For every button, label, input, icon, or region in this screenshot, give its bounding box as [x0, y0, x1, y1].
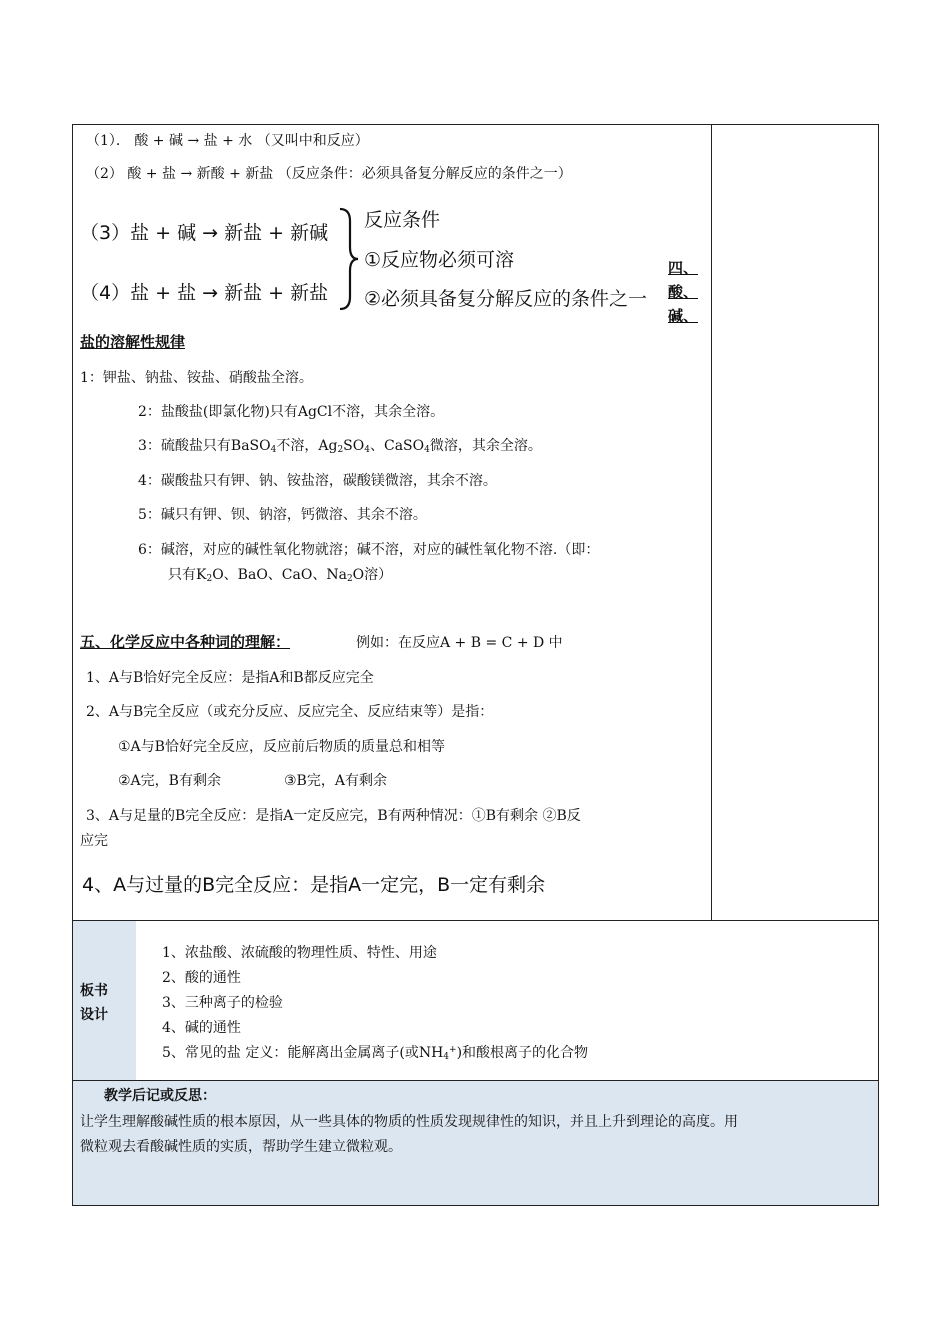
reflection-title: 教学后记或反思： — [104, 1088, 216, 1104]
board-item-4: 4、碱的通性 — [162, 1020, 241, 1036]
section5-example: 例如：在反应A + B = C + D 中 — [356, 635, 563, 651]
curly-brace-icon — [336, 207, 362, 311]
section5-item-3-cont: 应完 — [80, 833, 108, 849]
side-heading-3: 碱、 — [668, 307, 699, 325]
table-right-border — [878, 124, 879, 1206]
condition-title: 反应条件 — [364, 209, 441, 231]
table-top-border — [72, 124, 879, 125]
side-heading-1: 四、 — [668, 259, 699, 277]
table-bottom-border — [72, 1205, 879, 1206]
solubility-rule-6: 6：碱溶，对应的碱性氧化物就溶；碱不溶，对应的碱性氧化物不溶.（即： — [138, 542, 600, 558]
board-label-1: 板书 — [80, 983, 108, 999]
board-item-1: 1、浓盐酸、浓硫酸的物理性质、特性、用途 — [162, 945, 437, 961]
condition-2: ②必须具备复分解反应的条件之一 — [364, 288, 648, 310]
section5-item-3: 3、A与足量的B完全反应：是指A一定反应完，B有两种情况：①B有剩余 ②B反 — [86, 808, 581, 824]
solubility-title: 盐的溶解性规律 — [80, 333, 186, 351]
section5-item-2: 2、A与B完全反应（或充分反应、反应完全、反应结束等）是指： — [86, 704, 494, 720]
section5-item-4: 4、A与过量的B完全反应：是指A一定完，B一定有剩余 — [82, 874, 546, 896]
board-item-5: 5、常见的盐 定义：能解离出金属离子(或$NH_4^+$)和酸根离子的化合物 — [162, 1045, 589, 1062]
right-column-divider — [711, 124, 712, 920]
solubility-rule-5: 5：碱只有钾、钡、钠溶，钙微溶、其余不溶。 — [138, 507, 427, 523]
solubility-rule-6-cont: 只有$K_2O$、BaO、CaO、$Na_2O$溶） — [168, 567, 393, 584]
solubility-rule-4: 4：碳酸盐只有钾、钠、铵盐溶，碳酸镁微溶，其余不溶。 — [138, 473, 497, 489]
solubility-rule-1: 1：钾盐、钠盐、铵盐、硝酸盐全溶。 — [80, 370, 313, 386]
board-item-2: 2、酸的通性 — [162, 970, 241, 986]
reflection-line-1: 让学生理解酸碱性质的根本原因，从一些具体的物质的性质发现规律性的知识，并且上升到理论的高度。用 — [80, 1114, 738, 1130]
condition-1: ①反应物必须可溶 — [364, 249, 515, 271]
section5-item-2-sub2b: ③B完，A有剩余 — [284, 773, 387, 789]
reaction-3: （3）盐 + 碱 → 新盐 + 新碱 — [80, 222, 329, 244]
solubility-rule-3: 3：硫酸盐只有BaSO$_4$不溶，$Ag_2SO_4$、CaSO$_4$微溶，其余全溶。 — [138, 438, 542, 455]
reaction-4: （4）盐 + 盐 → 新盐 + 新盐 — [80, 282, 329, 304]
reaction-1: （1）． 酸 + 碱 → 盐 + 水 （又叫中和反应） — [86, 133, 369, 149]
board-item-3: 3、三种离子的检验 — [162, 995, 283, 1011]
board-label-2: 设计 — [80, 1007, 108, 1023]
section5-item-1: 1、A与B恰好完全反应：是指A和B都反应完全 — [86, 670, 374, 686]
section5-item-2-sub1: ①A与B恰好完全反应，反应前后物质的质量总和相等 — [118, 739, 445, 755]
reaction-2: （2） 酸 + 盐 → 新酸 + 新盐 （反应条件：必须具备复分解反应的条件之一） — [86, 166, 572, 182]
section5-item-2-sub2a: ②A完，B有剩余 — [118, 773, 221, 789]
reflection-line-2: 微粒观去看酸碱性质的实质，帮助学生建立微粒观。 — [80, 1139, 402, 1155]
section5-title: 五、化学反应中各种词的理解： — [80, 633, 291, 651]
solubility-rule-2: 2：盐酸盐(即氯化物)只有AgCl不溶，其余全溶。 — [138, 404, 445, 420]
side-heading-2: 酸、 — [668, 283, 699, 301]
